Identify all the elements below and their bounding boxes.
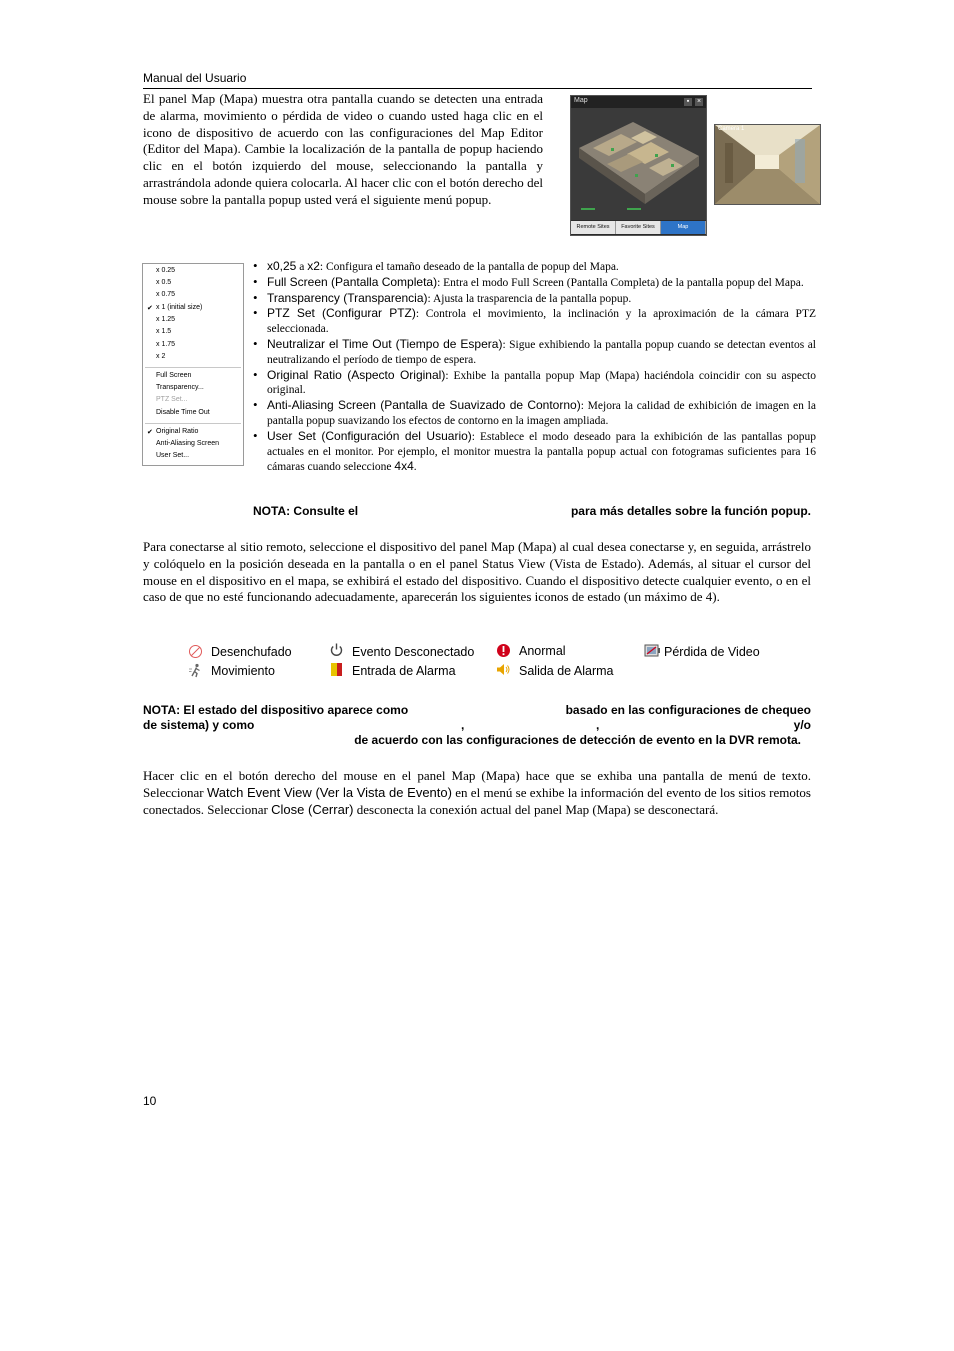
map-popup-window: [570, 95, 707, 236]
menu-item-x075[interactable]: x 0.75: [156, 291, 176, 298]
note-device-status: [143, 703, 811, 748]
unplugged-icon: [188, 644, 203, 659]
popup-context-menu: [142, 263, 244, 466]
status-label: Anormal: [519, 644, 566, 658]
note-text: basado en las configuraciones de chequeo: [565, 703, 811, 717]
map-tabs: [571, 221, 706, 234]
alarm-in-icon: [329, 662, 344, 677]
feature-list: [253, 259, 816, 475]
menu-item-x15[interactable]: x 1.5: [156, 328, 172, 335]
map-floorplan: [571, 108, 706, 220]
list-item: • Transparency (Transparencia): Ajusta la trasparencia de la pantalla popup.: [253, 289, 632, 305]
bullet-icon: •: [253, 305, 258, 321]
motion-icon: [188, 663, 203, 678]
bullet-icon: •: [253, 366, 258, 382]
menu-item-disable-time-out[interactable]: Disable Time Out: [156, 409, 210, 416]
camera-label: Camera 1: [718, 126, 745, 132]
abnormal-icon: [496, 643, 511, 658]
note-right-text: para más detalles sobre la función popup.: [570, 504, 811, 518]
tab-remote-sites[interactable]: Remote Sites: [571, 221, 616, 234]
list-item: • PTZ Set (Configurar PTZ): Controla el movimiento, la inclinación y la aproximación de la cámara PTZ seleccionada.: [253, 305, 816, 336]
bullet-icon: •: [253, 427, 258, 443]
menu-item-x2[interactable]: x 2: [156, 353, 166, 360]
list-item: • x0,25 a x2: Configura el tamaño deseado de la pantalla de popup del Mapa.: [253, 258, 619, 273]
note-text: y/o: [793, 718, 811, 732]
pin-icon[interactable]: ▪: [684, 98, 692, 106]
bullet-icon: •: [253, 397, 258, 413]
list-item: • Original Ratio (Aspecto Original): Exhibe la pantalla popup Map (Mapa) haciéndola coincidir con su aspecto original.: [253, 366, 816, 397]
connect-paragraph: Para conectarse al sitio remoto, seleccione el dispositivo del panel Map (Mapa) al cual desea conectarse y, en seguida, arrástrelo y colóquelo en la posición deseada en la pantalla o en el panel Status View (Vista de Estado). Además, al situar el cursor del mouse en el dispositivo en el mapa, se exhibirá el estado del dispositivo. Cuando el dispositivo detecte cualquier evento, o en el caso de que no esté funcionando adecuadamente, aparecerán los siguientes iconos de estado (un máximo de 4).: [143, 539, 811, 605]
menu-item-x1[interactable]: x 1 (initial size): [156, 304, 203, 311]
menu-item-x05[interactable]: x 0.5: [156, 279, 172, 286]
status-label: Salida de Alarma: [519, 664, 614, 678]
note-text: de sistema) y como: [143, 718, 255, 732]
list-item: • Full Screen (Pantalla Completa): Entra el modo Full Screen (Pantalla Completa) de la pantalla popup del Mapa.: [253, 273, 804, 289]
bullet-icon: •: [253, 258, 258, 273]
map-menu-paragraph: Hacer clic en el botón derecho del mouse en el panel Map (Mapa) hace que se exhiba una pantalla de menú de texto. Seleccionar Watch Event View (Ver la Vista de Evento) en el menú se exhibe la información del evento de los sitios remotos conectados. Seleccionar Close (Cerrar) desconecta la conexión actual del panel Map (Mapa) se desconectará.: [143, 768, 811, 817]
note-left-text: NOTA: Consulte el: [253, 504, 359, 518]
status-label: Pérdida de Video: [664, 645, 760, 659]
check-icon: ✔: [147, 305, 153, 312]
menu-separator: [145, 423, 241, 424]
menu-item-x125[interactable]: x 1.25: [156, 316, 176, 323]
list-item: • User Set (Configuración del Usuario): Establece el modo deseado para la exhibición de las pantallas popup actuales en el monitor. Por ejemplo, el monitor muestra la pantalla popup actual con fotogramas suficientes para 16 cámaras cuando seleccione 4x4.: [253, 427, 816, 474]
tab-map[interactable]: Map: [661, 221, 706, 234]
status-label: Evento Desconectado: [352, 645, 475, 659]
status-label: Entrada de Alarma: [352, 664, 456, 678]
close-icon[interactable]: ×: [696, 98, 702, 105]
bullet-icon: •: [253, 289, 258, 305]
menu-separator: [145, 367, 241, 368]
alarm-out-icon: [496, 662, 511, 677]
tab-favorite-sites[interactable]: Favorite Sites: [616, 221, 661, 234]
status-label: Movimiento: [211, 664, 275, 678]
note-text: ,: [596, 718, 600, 732]
note-popup-reference: [253, 504, 811, 518]
menu-item-x025[interactable]: x 0.25: [156, 267, 176, 274]
video-loss-icon: [644, 643, 661, 658]
menu-item-x175[interactable]: x 1.75: [156, 341, 176, 348]
page-number: 10: [143, 1094, 157, 1108]
disconnected-event-icon: [329, 642, 344, 657]
menu-item-user-set[interactable]: User Set...: [156, 452, 190, 459]
menu-item-anti-aliasing[interactable]: Anti-Aliasing Screen: [156, 440, 220, 447]
menu-item-transparency[interactable]: Transparency...: [156, 384, 204, 391]
bullet-icon: •: [253, 335, 258, 351]
menu-item-original-ratio[interactable]: Original Ratio: [156, 428, 199, 435]
check-icon: ✔: [147, 429, 153, 436]
list-item: • Neutralizar el Time Out (Tiempo de Espera): Sigue exhibiendo la pantalla popup cuando se detectan eventos al neutralizando el período de tiempo de espera.: [253, 335, 817, 366]
map-titlebar: [571, 96, 706, 108]
map-window-title: Map: [574, 97, 588, 104]
menu-item-full-screen[interactable]: Full Screen: [156, 372, 192, 379]
menu-item-ptz-set: PTZ Set...: [156, 396, 188, 403]
bullet-icon: •: [253, 273, 258, 289]
camera-popup-window: [714, 124, 821, 205]
intro-paragraph: El panel Map (Mapa) muestra otra pantalla cuando se detecten una entrada de alarma, movimiento o pérdida de video o cuando usted haga clic en el icono de dispositivo de acuerdo con las configuraciones del Map Editor (Editor del Mapa). Cambie la localización de la pantalla de popup haciendo clic en el botón izquierdo del mouse, seleccionando la pantalla y arrastrándola adonde quiera colocarla. Al hacer clic con el botón derecho del mouse sobre la pantalla popup usted verá el siguiente menú popup.: [143, 91, 543, 207]
status-label: Desenchufado: [211, 645, 292, 659]
header-divider: [143, 88, 812, 89]
header-title: Manual del Usuario: [143, 71, 247, 85]
note-text: ,: [461, 718, 465, 732]
note-text: de acuerdo con las configuraciones de detección de evento en la DVR remota.: [354, 733, 801, 747]
list-item: • Anti-Aliasing Screen (Pantalla de Suavizado de Contorno): Mejora la calidad de exhibición de imagen en la pantalla popup suavizando los efectos de contorno en la imagen ampliada.: [253, 397, 816, 427]
note-text: NOTA: El estado del dispositivo aparece como: [143, 703, 409, 717]
